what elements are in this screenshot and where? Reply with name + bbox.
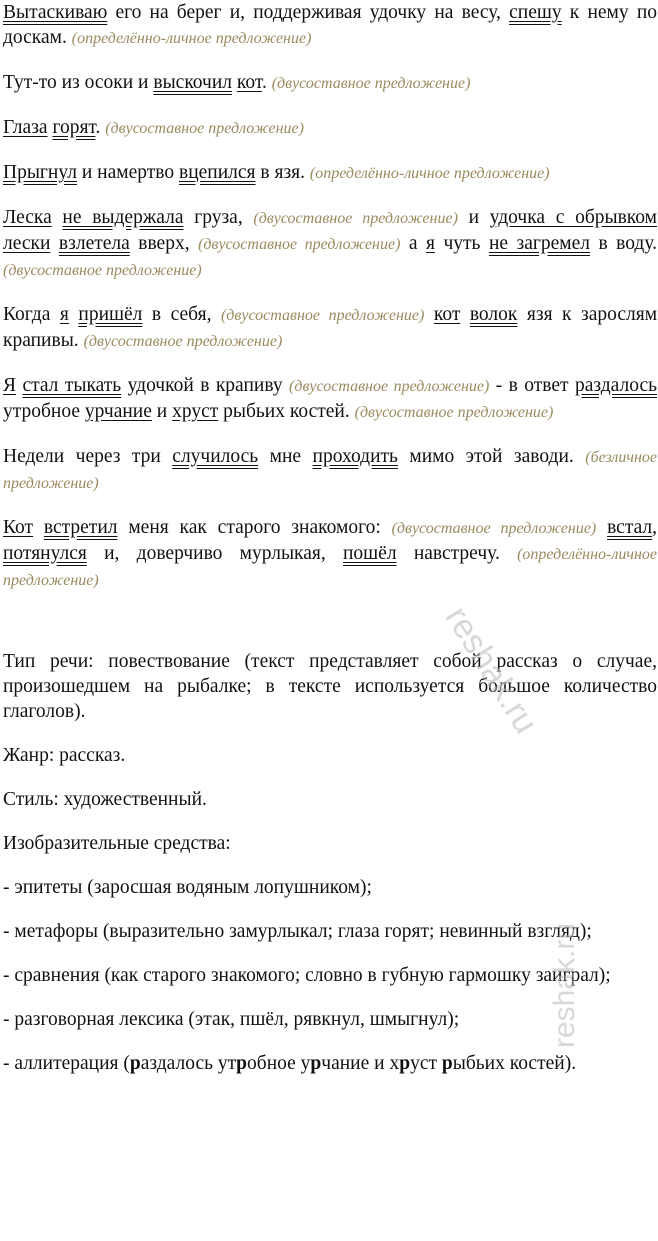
subject: хруст [172,401,219,422]
predicate: не загремел [488,233,590,254]
subject: я [59,304,69,325]
subject: кот [433,304,461,325]
predicate: вцепился [179,162,256,183]
document-page [3,0,657,1095]
subject: удочка с обрывком лески [3,207,658,254]
speech-type: Тип речи: повествование (текст представляет собой рассказ о случае, произошедшем на рыбалке; в тексте используется большое количество глаголов). [3,651,657,722]
sentence-type-note: (двусоставное предложение) [253,210,458,227]
predicate: пошёл [342,543,397,564]
predicate: встал [607,517,653,538]
bold-letter: р [310,1053,322,1074]
sentence-type-note: (двусоставное предложение) [105,120,304,137]
sentence-6: Когда я пришёл в себя, (двусоставное предложение) кот волок язя к зарослям крапивы. (двусоставное предложение) [3,304,658,351]
subject: урчание [84,401,152,422]
sentence-4: Прыгнул и намертво вцепился в язя. (определённо-личное предложение) [3,162,550,183]
bold-letter: р [129,1053,141,1074]
bold-letter: р [236,1053,248,1074]
comparisons-item: - сравнения (как старого знакомого; словно в губную гармошку заиграл); [3,965,611,986]
bold-letter: р [399,1053,411,1074]
sentence-type-note: (двусоставное предложение) [83,333,283,350]
predicate: стал тыкать [22,375,122,396]
predicate: выскочил [153,72,233,93]
bold-letter: р [441,1053,453,1074]
predicate: раздалось [574,375,658,396]
predicate: волок [469,304,518,325]
sentence-type-note: (двусоставное предложение) [198,236,401,253]
sentence-type-note: (двусоставное предложение) [271,75,471,92]
sentence-2: Тут-то из осоки и выскочил кот. (двусоставное предложение) [3,72,471,93]
watermark-top: reshak.ru [437,600,546,741]
analysis-block [3,649,657,1076]
subject: Кот [3,517,34,538]
sentence-type-note: (определённо-личное предложение) [3,546,658,589]
predicate: встретил [43,517,118,538]
predicate: горят [52,117,96,138]
sentence-type-note: (двусоставное предложение) [3,262,202,279]
subject: Леска [3,207,52,228]
predicate: спешу [509,2,562,23]
style: Стиль: художественный. [3,789,207,810]
subject: Глаза [3,117,48,138]
sentence-9: Кот встретил меня как старого знакомого: (двусоставное предложение) встал, потянулся и, доверчиво мурлыкая, пошёл навстречу. (определённо-личное предложение) [3,517,658,589]
predicate: взлетела [58,233,130,254]
sentences-block [3,0,657,593]
metaphors-item: - метафоры (выразительно замурлыкал; глаза горят; невинный взгляд); [3,921,592,942]
sentence-type-note: (безличное предложение) [3,449,657,492]
sentence-type-note: (определённо-личное предложение) [71,30,312,47]
predicate: не выдержала [62,207,184,228]
alliteration-item: - аллитерация (раздалось утробное урчание и хруст рыбьих костей). [3,1053,577,1074]
sentence-type-note: (двусоставное предложение) [289,378,490,395]
predicate: проходить [312,446,398,467]
subject: я [426,233,435,254]
subject: кот [236,72,262,93]
subject: Я [3,375,17,396]
genre: Жанр: рассказ. [3,745,126,766]
sentence-5: Леска не выдержала груза, (двусоставное предложение) и удочка с обрывком лески взлетела вверх, (двусоставное предложение) а я чуть не загремел в воду. (двусоставное предложение) [3,207,658,279]
predicate: случилось [172,446,259,467]
sentence-type-note: (двусоставное предложение) [220,307,425,324]
sentence-1: Вытаскиваю его на берег и, поддерживая удочку на весу, спешу к нему по доскам. (определённо-личное предложение) [3,2,658,48]
predicate: потянулся [3,543,87,564]
sentence-type-note: (двусоставное предложение) [354,404,554,421]
predicate: Вытаскиваю [3,2,108,23]
sentence-7: Я стал тыкать удочкой в крапиву (двусоставное предложение) - в ответ раздалось утробное урчание и хруст рыбьих костей. (двусоставное предложение) [3,375,658,422]
sentence-8: Недели через три случилось мне проходить мимо этой заводи. (безличное предложение) [3,446,657,492]
sentence-type-note: (двусоставное предложение) [391,520,597,537]
sentence-type-note: (определённо-личное предложение) [309,165,550,182]
predicate: Прыгнул [3,162,77,183]
means-heading: Изобразительные средства: [3,833,231,854]
predicate: пришёл [78,304,143,325]
watermark-bottom: reshak.ru [548,922,581,1048]
sentence-3: Глаза горят. (двусоставное предложение) [3,117,304,138]
colloquial-item: - разговорная лексика (этак, пшёл, рявкнул, шмыгнул); [3,1009,460,1030]
epithets-item: - эпитеты (заросшая водяным лопушником); [3,877,372,898]
